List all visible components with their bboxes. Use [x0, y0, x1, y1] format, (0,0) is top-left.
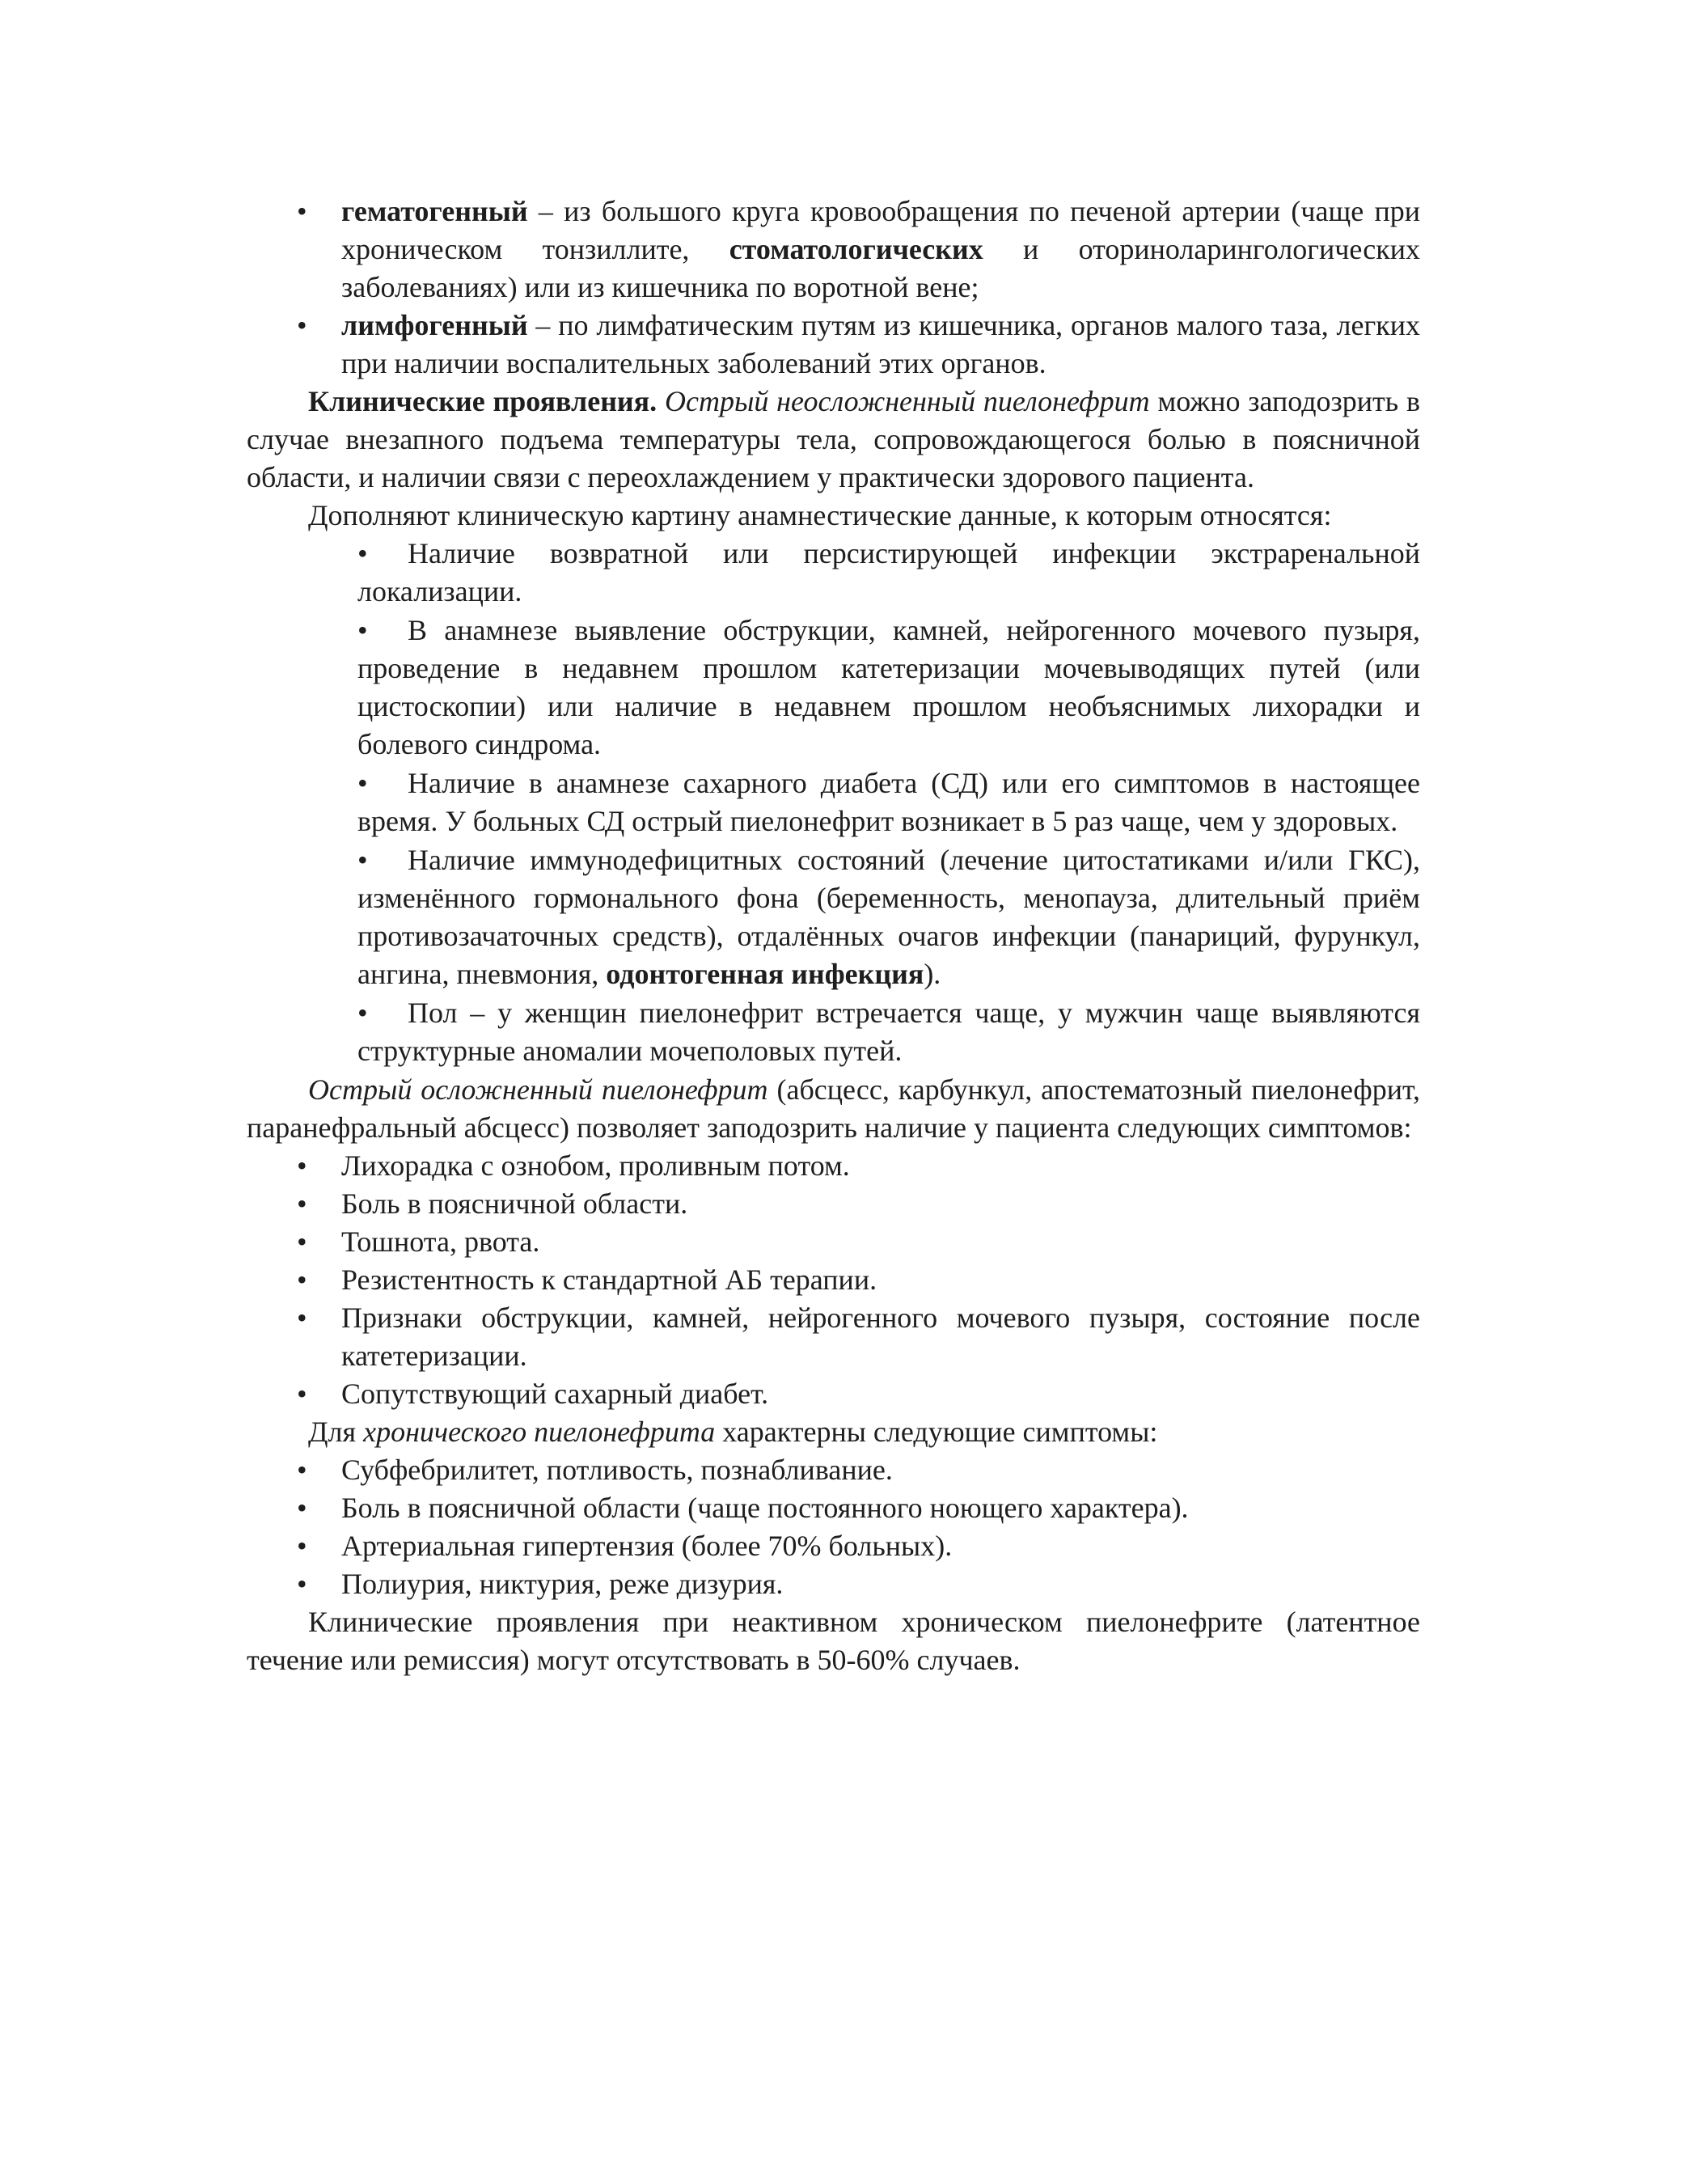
list-item: • Сопутствующий сахарный диабет. [247, 1375, 1420, 1413]
list-item: • Боль в поясничной области. [247, 1185, 1420, 1223]
list-item: • Признаки обструкции, камней, нейрогенного мочевого пузыря, состояние после катетеризации. [247, 1299, 1420, 1375]
infection-routes-list [247, 193, 1420, 383]
anamnesis-intro: Дополняют клиническую картину анамнестические данные, к которым относятся: [308, 499, 1332, 531]
list-item: • Субфебрилитет, потливость, познабливание. [247, 1451, 1420, 1489]
list-item: • Лихорадка с ознобом, проливным потом. [247, 1147, 1420, 1185]
list-item: • гематогенный – из большого круга кровообращения по печеной артерии (чаще при хроническом тонзиллите, стоматологических и оториноларингологических заболеваниях) или из кишечника по воротной вене; [247, 193, 1420, 307]
complicated-paragraph: Острый осложненный пиелонефрит (абсцесс, карбункул, апостематозный пиелонефрит, паранефральный абсцесс) позволяет заподозрить наличие у пациента следующих симптомов: [247, 1073, 1420, 1144]
list-item: • В анамнезе выявление обструкции, камней, нейрогенного мочевого пузыря, проведение в недавнем прошлом катетеризации мочевыводящих путей (или цистоскопии) или наличие в недавнем прошлом необъяснимых лихорадки и болевого синдрома. [247, 612, 1420, 764]
list-item: • Артериальная гипертензия (более 70% больных). [247, 1527, 1420, 1565]
chronic-intro: Для хронического пиелонефрита характерны следующие симптомы: [308, 1416, 1158, 1448]
list-item: • Наличие иммунодефицитных состояний (лечение цитостатиками и/или ГКС), изменённого гормонального фона (беременность, менопауза, длительный приём противозачаточных средств), отдалённых очагов инфекции (панариций, фурункул, ангина, пневмония, одонтогенная инфекция). [247, 841, 1420, 993]
list-item: • лимфогенный – по лимфатическим путям из кишечника, органов малого таза, легких при наличии воспалительных заболеваний этих органов. [247, 307, 1420, 383]
list-item: • Наличие возвратной или персистирующей инфекции экстраренальной локализации. [247, 535, 1420, 611]
term-dental: стоматологических [729, 233, 983, 265]
list-item: • Тошнота, рвота. [247, 1223, 1420, 1261]
term-odontogenic: одонтогенная инфекция [606, 958, 924, 990]
list-item: • Наличие в анамнезе сахарного диабета (СД) или его симптомов в настоящее время. У больных СД острый пиелонефрит возникает в 5 раз чаще, чем у здоровых. [247, 764, 1420, 840]
final-paragraph: Клинические проявления при неактивном хроническом пиелонефрите (латентное течение или ремиссия) могут отсутствовать в 50-60% случаев. [247, 1606, 1420, 1676]
chronic-symptoms-list [247, 1451, 1420, 1603]
clinical-heading: Клинические проявления. [308, 385, 657, 417]
term-lymphogenous: лимфогенный [341, 309, 528, 341]
list-item: • Пол – у женщин пиелонефрит встречается чаще, у мужчин чаще выявляются структурные аномалии мочеполовых путей. [247, 994, 1420, 1070]
list-item: • Резистентность к стандартной АБ терапии. [247, 1261, 1420, 1299]
list-item: • Боль в поясничной области (чаще постоянного ноющего характера). [247, 1489, 1420, 1527]
clinical-paragraph: Клинические проявления. Острый неосложненный пиелонефрит можно заподозрить в случае внезапного подъема температуры тела, сопровождающегося болью в поясничной области, и наличии связи с переохлаждением у практически здорового пациента. [247, 385, 1420, 493]
anamnesis-list [247, 535, 1420, 1070]
list-item: • Полиурия, никтурия, реже дизурия. [247, 1565, 1420, 1603]
term-hematogenous: гематогенный [341, 195, 528, 227]
complicated-symptoms-list [247, 1147, 1420, 1413]
